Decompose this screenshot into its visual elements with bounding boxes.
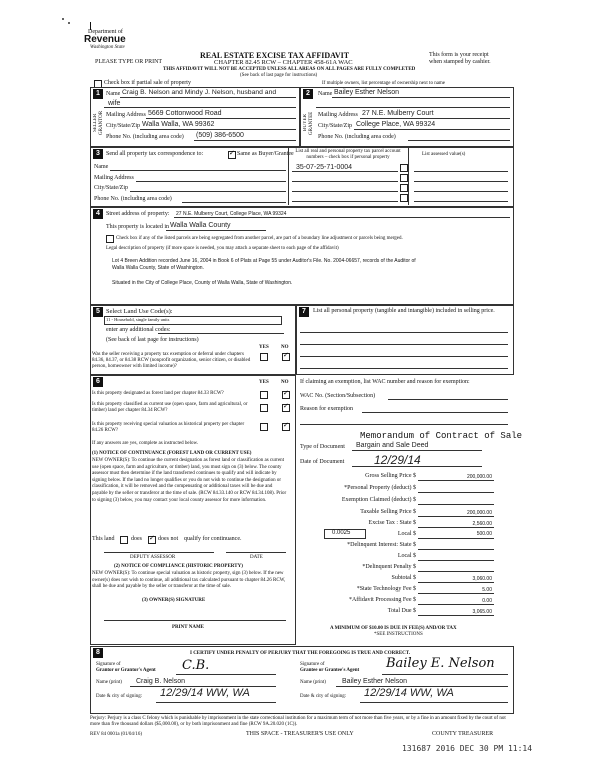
memo-stamp: Memorandum of Contract of Sale xyxy=(360,431,523,441)
seller-phone-value[interactable]: (509) 386-6500 xyxy=(196,132,244,139)
grantor-date-label: Date & city of signing: xyxy=(96,694,143,699)
buyer-city-label: City/State/Zip xyxy=(318,123,352,129)
taxable-value[interactable]: 200,000.00 xyxy=(466,510,492,516)
historic-yes-checkbox[interactable] xyxy=(260,423,268,431)
wac-label: WAC No. (Section/Subsection) xyxy=(300,393,376,399)
legal-label: Legal description of property (if more space is needed, you may attach a separate sheet to each page of the affidavit) xyxy=(106,246,339,251)
scan-speck xyxy=(68,22,70,24)
exemption-claimed-label: Exemption Claimed (deduct) $ xyxy=(341,497,416,503)
s6-yes: YES xyxy=(259,380,269,385)
street-value[interactable]: 27 N.E. Mulberry Court, College Place, WA 99324 xyxy=(176,211,287,217)
receipt-note-1: This form is your receipt xyxy=(429,52,489,58)
seller-city-label: City/State/Zip xyxy=(106,123,140,129)
personal-label: *Personal Property (deduct) $ xyxy=(344,485,416,491)
grantor-sig-label-2: Grantor or Grantor's Agent xyxy=(96,668,156,673)
segregated-checkbox[interactable] xyxy=(106,235,114,243)
form-warning: THIS AFFIDAVIT WILL NOT BE ACCEPTED UNLESS ALL AREAS ON ALL PAGES ARE FULLY COMPLETED xyxy=(163,67,416,72)
doc-type-label: Type of Document xyxy=(300,444,345,450)
buyer-city-value[interactable]: College Place, WA 99324 xyxy=(356,121,436,128)
s3-phone-label: Phone No. (including area code) xyxy=(94,196,172,202)
street-label: Street address of property: xyxy=(106,211,170,217)
grantee-print-label: Name (print) xyxy=(300,680,326,685)
notice1-title: (1) NOTICE OF CONTINUANCE (FOREST LAND OR CURRENT USE) xyxy=(92,451,252,456)
historic-no-checkbox[interactable] xyxy=(282,423,290,431)
exempt-yes-checkbox[interactable] xyxy=(260,353,268,361)
reason-label: Reason for exemption xyxy=(300,406,353,412)
same-as-buyer-checkbox[interactable] xyxy=(228,151,236,159)
tech-fee-value[interactable]: 5.00 xyxy=(482,587,492,593)
claiming-exemption: If claiming an exemption, list WAC number and reason for exemption: xyxy=(300,379,470,385)
total-due-label: Total Due $ xyxy=(387,608,416,614)
multiple-owners-note: If multiple owners, list percentage of ownership next to name xyxy=(322,81,446,86)
buyer-phone-label: Phone No. (including area code) xyxy=(318,134,396,140)
partial-sale-label: Check box if partial sale of property xyxy=(104,80,191,86)
perjury-note: Perjury: Perjury is a class C felony which is punishable by imprisonment in the state correctional institution for a maximum term of not more than five years, or by a fine in an amount fixed by the court of not more than five thousand dollars ($5,000.00), or by both imprisonment and fine (RCW 9A.20.020 (1C)). xyxy=(90,716,506,727)
parcel-1-value[interactable]: 35-07-25-71-0004 xyxy=(296,164,353,171)
seller-name-label: Name xyxy=(106,91,121,97)
grantor-signature[interactable]: C.B. xyxy=(182,658,210,673)
see-back-label: (See back of last page for instructions) xyxy=(106,337,199,343)
section-7-box xyxy=(296,305,514,375)
receipt-note-2: when stamped by cashier. xyxy=(429,59,491,65)
additional-codes-label: enter any additional codes: xyxy=(106,327,171,333)
see-instructions: *SEE INSTRUCTIONS xyxy=(374,632,423,637)
section-3-number: 3 xyxy=(93,149,103,159)
grantee-signature[interactable]: Bailey E. Nelson xyxy=(386,656,495,671)
grantor-date-value[interactable]: 12/29/14 WW, WA xyxy=(160,687,250,699)
assessed-header: List assessed value(s) xyxy=(422,152,466,157)
seller-city-value[interactable]: Walla Walla, WA 99362 xyxy=(142,121,215,128)
deputy-assessor-label: DEPUTY ASSESSOR xyxy=(130,555,176,560)
historic-question: Is this property receiving special valuation as historical property per chapter 84.26 RCW? xyxy=(92,422,245,433)
grantor-print-value[interactable]: Craig B. Nelson xyxy=(136,678,186,685)
notice1-text: NEW OWNER(S): To continue the current designation as forest land or classification as current use (open space, farm and agriculture, or timber) land, you must sign on (3) below. The county assessor must then determine if the land transferred continues to qualify and will indicate by signing below. If the land no longer qualifies or you do not wish to continue the designation or classification, it will be removed and the compensating or additional taxes will be due and payable by the seller or transferor at the time of sale. (RCW 84.33.140 or RCW 84.34.108). Prior to signing (3) below, you may contact your local county assessor for more information. xyxy=(92,458,287,503)
s5-no: NO xyxy=(281,345,289,350)
exempt-question: Was the seller receiving a property tax exemption or deferral under chapters 84.36, 84.37, or 84.38 RCW (nonprofit organization, senior citizen, or disabled person, homeowner with limited income)? xyxy=(92,352,251,369)
grantee-sig-label: Signature of xyxy=(300,662,325,667)
parcel-2-checkbox[interactable] xyxy=(400,174,408,182)
seller-side-label: SELLER GRANTOR xyxy=(93,110,104,136)
grantor-print-label: Name (print) xyxy=(96,680,122,685)
grantee-print-value[interactable]: Bailey Esther Nelson xyxy=(342,678,407,685)
buyer-mailing-value[interactable]: 27 N.E. Mulberry Court xyxy=(362,110,434,117)
back-note: (See back of last page for instructions) xyxy=(240,73,318,78)
section-8-number: 8 xyxy=(93,648,103,658)
doc-date-label: Date of Document xyxy=(300,459,345,465)
section-4-box xyxy=(90,207,514,305)
does-label: does xyxy=(131,536,142,542)
s3-city-label: City/State/Zip xyxy=(94,185,128,191)
buyer-name-value[interactable]: Bailey Esther Nelson xyxy=(334,89,399,96)
does-not-label: does not xyxy=(158,536,179,542)
section-6-box xyxy=(90,375,296,645)
total-due-value[interactable]: 3,065.00 xyxy=(472,609,492,615)
legal-line-2[interactable]: Walla Walla County, State of Washington. xyxy=(112,265,204,271)
owner-sig-label: (3) OWNER(S) SIGNATURE xyxy=(142,598,206,603)
land-use-code-value: 11 - Household, single family units xyxy=(106,317,170,322)
recording-stamp: 131687 2016 DEC 30 PM 11:14 xyxy=(402,744,533,753)
subtotal-label: Subtotal $ xyxy=(391,575,416,581)
buyer-side-label: BUYER GRANTEE xyxy=(303,111,314,135)
section-7-number: 7 xyxy=(299,307,309,317)
delinq-state-label: *Delinquent Interest: State $ xyxy=(347,542,416,548)
taxable-label: Taxable Selling Price $ xyxy=(360,509,416,515)
if-yes-note: If any answers are yes, complete as instructed below. xyxy=(92,441,199,446)
doc-date-value[interactable]: 12/29/14 xyxy=(374,453,421,467)
delinq-penalty-label: *Delinquent Penalty $ xyxy=(362,564,416,570)
gross-label: Gross Selling Price $ xyxy=(365,473,416,479)
minimum-note: A MINIMUM OF $10.00 IS DUE IN FEE(S) AND/OR TAX xyxy=(330,626,457,631)
dept-big: Revenue xyxy=(84,34,126,45)
legal-line-1[interactable]: Lot 4 Breen Addition recorded June 16, 2004 in Book 6 of Plats at Page 55 under Auditor's File. No. 2004-06657, records of the Auditor of xyxy=(112,258,416,264)
buyer-name-label: Name xyxy=(318,91,333,97)
form-chapter: CHAPTER 82.45 RCW – CHAPTER 458-61A WAC xyxy=(214,59,353,66)
land-does-checkbox[interactable] xyxy=(120,536,128,544)
section-5-number: 5 xyxy=(93,307,103,317)
treasurer-space: THIS SPACE - TREASURER'S USE ONLY xyxy=(246,731,354,737)
current-use-yes-checkbox[interactable] xyxy=(260,404,268,412)
legal-line-3[interactable]: Situated in the City of College Place, County of Walla Walla, State of Washington. xyxy=(112,280,293,286)
forest-no-checkbox[interactable] xyxy=(282,391,290,399)
this-land-label: This land xyxy=(92,536,115,542)
grantee-date-label: Date & city of signing: xyxy=(300,694,347,699)
excise-state-label: Excise Tax : State $ xyxy=(368,520,416,526)
parcel-1-checkbox[interactable] xyxy=(400,164,408,172)
tech-fee-label: *State Technology Fee $ xyxy=(356,586,416,592)
county-treasurer: COUNTY TREASURER xyxy=(432,731,494,737)
located-value[interactable]: Walla Walla County xyxy=(170,222,231,229)
please-type: PLEASE TYPE OR PRINT xyxy=(95,59,163,65)
doc-type-value[interactable]: Bargain and Sale Deed xyxy=(356,442,429,449)
forest-yes-checkbox[interactable] xyxy=(260,391,268,399)
subtotal-value[interactable]: 3,060.00 xyxy=(472,576,492,582)
excise-state-value[interactable]: 2,560.00 xyxy=(472,521,492,527)
exempt-no-checkbox[interactable] xyxy=(282,353,290,361)
land-use-label: Select Land Use Code(s): xyxy=(106,308,173,315)
section-6-number: 6 xyxy=(93,377,103,387)
form-title: REAL ESTATE EXCISE TAX AFFIDAVIT xyxy=(200,51,350,60)
certify-statement: I CERTIFY UNDER PENALTY OF PERJURY THAT THE FOREGOING IS TRUE AND CORRECT. xyxy=(190,651,411,656)
s3-mailing-label: Mailing Address xyxy=(94,175,134,181)
delinq-local-label: Local $ xyxy=(397,553,416,559)
seller-mailing-value[interactable]: 5669 Cottonwood Road xyxy=(148,110,222,117)
personal-property-label: List all personal property (tangible and intangible) included in selling price. xyxy=(313,308,495,314)
local-label: Local $ xyxy=(397,531,416,537)
parcel-4-checkbox[interactable] xyxy=(400,194,408,202)
grantee-sig-label-2: Grantee or Grantee's Agent xyxy=(300,668,360,673)
s6-no: NO xyxy=(281,380,289,385)
grantor-sig-label: Signature of xyxy=(96,662,121,667)
current-use-no-checkbox[interactable] xyxy=(282,404,290,412)
qualify-label: qualify for continuance. xyxy=(184,536,242,542)
same-as-buyer-label: Same as Buyer/Grantee xyxy=(237,151,294,157)
parcel-3-checkbox[interactable] xyxy=(400,184,408,192)
rate-value: 0.0025 xyxy=(332,530,351,536)
land-does-not-checkbox[interactable] xyxy=(148,536,156,544)
forest-question: Is this property designated as forest land per chapter 84.33 RCW? xyxy=(92,391,224,396)
dept-state: Washington State xyxy=(90,45,125,50)
send-correspondence-label: Send all property tax correspondence to: xyxy=(106,151,204,157)
current-use-question: Is this property classified as current use (open space, farm and agricultural, or timber) land per chapter 84.34 RCW? xyxy=(92,402,248,413)
notice2-title: (2) NOTICE OF COMPLIANCE (HISTORIC PROPERTY) xyxy=(114,564,243,569)
s5-yes: YES xyxy=(259,345,269,350)
seller-name-value[interactable]: Craig B. Nelson and Mindy J. Nelson, husband and xyxy=(122,89,277,96)
segregated-label: Check box if any of the listed parcels are being segregated from another parcel, are part of a boundary line adjustment or parcels being merged. xyxy=(116,236,403,241)
section-4-number: 4 xyxy=(93,209,103,219)
affidavit-fee-value[interactable]: 0.00 xyxy=(482,598,492,604)
grantee-date-value[interactable]: 12/29/14 WW, WA xyxy=(364,687,454,699)
located-label: This property is located in xyxy=(106,224,169,230)
gross-value[interactable]: 200,000.00 xyxy=(466,474,492,480)
notice2-text: NEW OWNER(S): To continue special valuation as historic property, sign (3) below. If the new owner(s) does not wish to continue, all additional tax calculated pursuant to chapter 84.26 RCW, shall be due and payable by the seller or transferor at the time of sale. xyxy=(92,571,286,590)
section-2-number: 2 xyxy=(303,89,313,99)
local-value[interactable]: 500.00 xyxy=(476,531,492,537)
section-1-number: 1 xyxy=(93,89,103,99)
form-number: REV 84 0001a (01/04/16) xyxy=(90,732,142,737)
dept-small: Department of xyxy=(88,29,123,35)
revenue-logo xyxy=(60,22,170,52)
parcel-header: List all real and personal property tax parcel account numbers – check box if personal property xyxy=(295,149,401,160)
seller-name-value-2[interactable]: wife xyxy=(108,100,121,107)
buyer-mailing-label: Mailing Address xyxy=(318,112,358,118)
affidavit-fee-label: *Affidavit Processing Fee $ xyxy=(348,597,416,603)
seller-mailing-label: Mailing Address xyxy=(106,112,146,118)
s3-name-label: Name xyxy=(94,164,109,170)
scan-speck xyxy=(62,18,64,20)
date-label: DATE xyxy=(250,555,263,560)
seller-phone-label: Phone No. (including area code) xyxy=(106,134,184,140)
print-name-label: PRINT NAME xyxy=(172,625,204,630)
